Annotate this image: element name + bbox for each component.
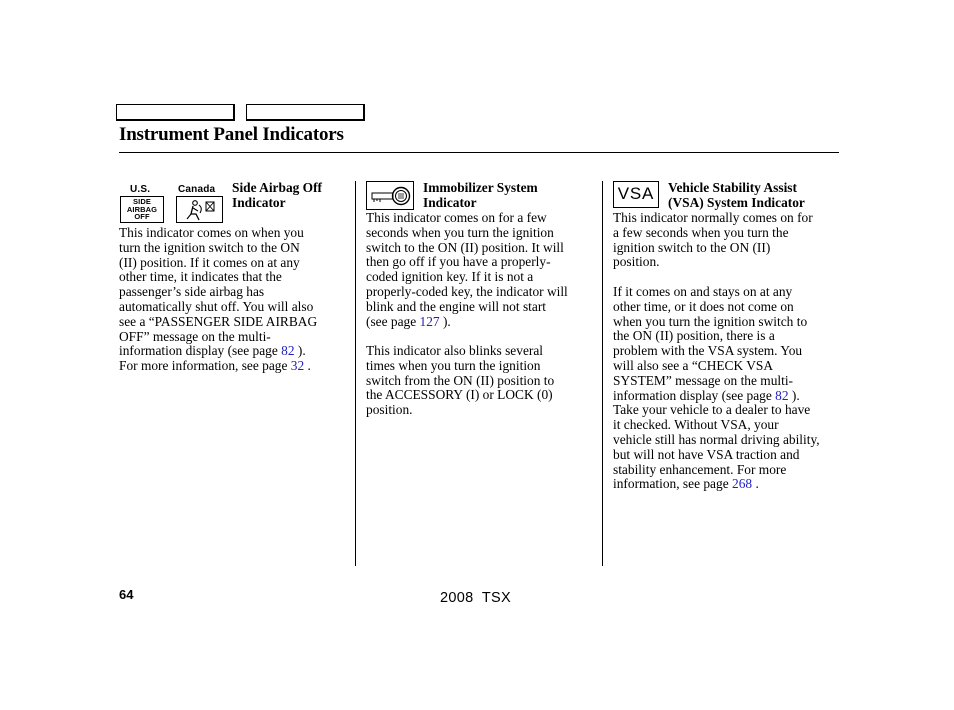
text: information, see page — [613, 476, 732, 492]
text-line: when you turn the ignition switch to — [613, 313, 808, 329]
us-label: U.S. — [130, 184, 151, 195]
heading-line: Side Airbag Off — [232, 180, 323, 195]
text: . — [752, 476, 759, 492]
nav-tab-2[interactable] — [246, 104, 365, 121]
page-link-32[interactable]: 32 — [290, 358, 305, 374]
text-line — [366, 315, 568, 330]
body-paragraph — [366, 344, 554, 418]
canada-label: Canada — [178, 184, 216, 195]
body-paragraph — [613, 211, 813, 270]
text-line: it checked. Without VSA, your — [613, 417, 779, 433]
text-line: then go off if you have a properly- — [366, 254, 551, 270]
text-line: stability enhancement. For more — [613, 461, 787, 477]
text-line: automatically shut off. You will also — [119, 298, 314, 314]
vsa-indicator-icon — [613, 181, 659, 208]
text-line — [119, 359, 317, 374]
column-divider — [355, 181, 356, 566]
text-line: will also see a “CHECK VSA — [613, 357, 774, 373]
text: ). — [788, 387, 800, 403]
text-line: Take your vehicle to a dealer to have — [613, 402, 811, 418]
text-line: turn the ignition switch to the ON — [119, 239, 300, 255]
nav-tab-1[interactable] — [116, 104, 235, 121]
text-line: coded ignition key. If it is not a — [366, 269, 534, 285]
text-line: the ACCESSORY (I) or LOCK (0) — [366, 387, 553, 403]
section-heading — [668, 181, 805, 211]
text: information display (see page — [119, 343, 282, 359]
text: ). — [294, 343, 306, 359]
text-line: the ON (II) position, there is a — [613, 328, 775, 344]
text-line: position. — [366, 402, 413, 418]
page-number: 64 — [119, 587, 134, 602]
icon-text: SIDE — [133, 197, 151, 207]
heading-line: Vehicle Stability Assist — [668, 180, 797, 195]
vsa-icon-text: VSA — [617, 184, 655, 204]
text-line: vehicle still has normal driving ability, — [613, 431, 820, 447]
text-line: properly-coded key, the indicator will — [366, 283, 568, 299]
icon-text: OFF — [134, 212, 150, 222]
text: ). — [439, 313, 451, 329]
body-paragraph — [119, 226, 317, 374]
text-line: position. — [613, 254, 660, 270]
page-link-82[interactable]: 82 — [775, 387, 789, 403]
text-line: seconds when you turn the ignition — [366, 224, 554, 240]
title-divider — [119, 152, 839, 153]
heading-line: Immobilizer System — [423, 180, 538, 195]
text-line — [119, 344, 317, 359]
text-line: passenger’s side airbag has — [119, 284, 265, 300]
text-line: see a “PASSENGER SIDE AIRBAG — [119, 313, 318, 329]
seated-passenger-airbag-icon — [182, 199, 218, 221]
page-link-82[interactable]: 82 — [281, 343, 295, 359]
text-line: (II) position. If it comes on at any — [119, 254, 300, 270]
text-line: problem with the VSA system. You — [613, 343, 803, 359]
text-line: This indicator comes on when you — [119, 225, 304, 240]
side-airbag-off-us-icon — [120, 196, 164, 223]
text-line: This indicator comes on for a few — [366, 210, 547, 225]
heading-line: (VSA) System Indicator — [668, 194, 805, 210]
section-heading — [423, 181, 538, 211]
section-heading — [232, 181, 322, 211]
text-line: switch to the ON (II) position. It will — [366, 239, 564, 255]
body-paragraph — [613, 285, 820, 492]
text-line: a few seconds when you turn the — [613, 224, 789, 240]
text-line: blink and the engine will not start — [366, 298, 546, 314]
page-title: Instrument Panel Indicators — [119, 124, 344, 145]
immobilizer-key-icon — [366, 181, 414, 210]
text-line — [613, 477, 820, 492]
text-line: SYSTEM” message on the multi- — [613, 372, 794, 388]
heading-line: Indicator — [423, 194, 477, 210]
text-line: OFF” message on the multi- — [119, 328, 271, 344]
text: information display (see page — [613, 387, 776, 403]
text-line: If it comes on and stays on at any — [613, 284, 793, 299]
text-line: This indicator normally comes on for — [613, 210, 813, 225]
text-line: other time, or it does not come on — [613, 298, 794, 314]
heading-line: Indicator — [232, 194, 286, 210]
side-airbag-off-canada-icon — [176, 196, 223, 223]
text-line: This indicator also blinks several — [366, 343, 544, 358]
column-divider — [602, 181, 603, 566]
text-line: ignition switch to the ON (II) — [613, 239, 771, 255]
text: . — [304, 358, 311, 374]
text-line: switch from the ON (II) position to — [366, 372, 555, 388]
page-link-127[interactable]: 127 — [419, 313, 440, 329]
text-line: times when you turn the ignition — [366, 357, 541, 373]
text-line: but will not have VSA traction and — [613, 446, 800, 462]
page-link-268[interactable]: 268 — [732, 476, 753, 492]
text: (see page — [366, 313, 420, 329]
text-line: other time, it indicates that the — [119, 269, 282, 285]
text: For more information, see page — [119, 358, 291, 374]
icon-text: AIRBAG — [126, 204, 158, 214]
text-line — [613, 389, 820, 404]
footer-model: 2008 TSX — [440, 590, 511, 606]
body-paragraph — [366, 211, 568, 329]
key-icon — [369, 185, 411, 207]
